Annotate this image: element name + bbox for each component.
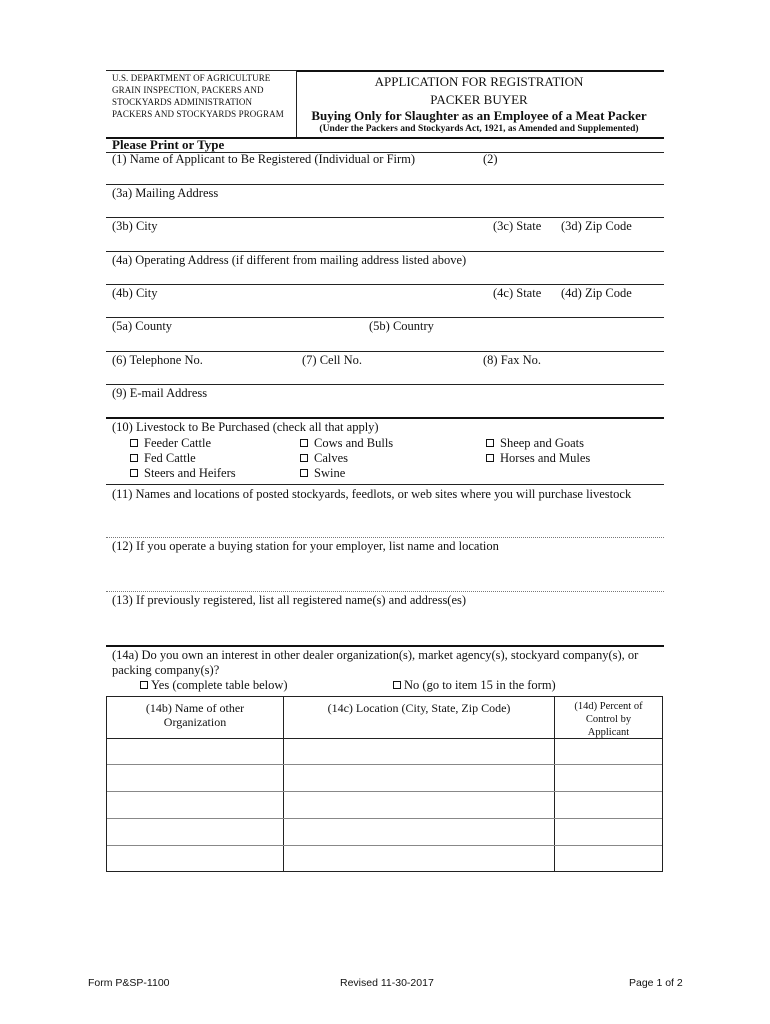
field-10-livestock: (10) Livestock to Be Purchased (check all that apply) [112, 420, 379, 434]
field-9-email[interactable]: (9) E-mail Address [112, 386, 208, 400]
header-line: (14c) Location (City, State, Zip Code) [327, 701, 511, 715]
agency-line-1: U.S. DEPARTMENT OF AGRICULTURE [112, 73, 271, 83]
livestock-horses-mules[interactable] [486, 451, 590, 466]
print-notice: Please Print or Type [112, 137, 225, 152]
option-14-yes[interactable] [140, 678, 288, 693]
field-8-fax[interactable]: (8) Fax No. [483, 353, 541, 367]
header-line: Applicant [587, 727, 630, 738]
table-row-rule [107, 818, 662, 819]
field-5a-county[interactable]: (5a) County [112, 319, 173, 333]
field-4b-city[interactable]: (4b) City [112, 286, 158, 300]
table-header-percent [555, 700, 662, 739]
livestock-label: Cows and Bulls [314, 436, 394, 450]
form-title-role: PACKER BUYER [430, 92, 528, 107]
checkbox-icon[interactable] [130, 469, 138, 477]
livestock-label: Feeder Cattle [144, 436, 211, 450]
field-11-locations[interactable]: (11) Names and locations of posted stockyards, feedlots, or web sites where you will purchase livestock [112, 487, 632, 501]
rule-3b [106, 251, 664, 252]
form-subtitle: Buying Only for Slaughter as an Employee of a Meat Packer [311, 108, 647, 123]
checkbox-icon[interactable] [300, 469, 308, 477]
checkbox-icon[interactable] [130, 454, 138, 462]
field-2[interactable]: (2) [483, 152, 498, 166]
rule-12 [106, 591, 664, 592]
rule-1 [106, 184, 664, 185]
field-1-applicant-name[interactable]: (1) Name of Applicant to Be Registered (Individual or Firm) [112, 152, 416, 166]
field-3c-state[interactable]: (3c) State [493, 219, 542, 233]
table-header-location [284, 701, 554, 715]
livestock-label: Horses and Mules [500, 451, 591, 465]
livestock-label: Steers and Heifers [144, 466, 236, 480]
livestock-fed-cattle[interactable] [130, 451, 196, 466]
rule-13 [106, 645, 664, 647]
field-14a-question-cont: packing company(s)? [112, 663, 220, 677]
checkbox-icon[interactable] [300, 439, 308, 447]
header-line: Organization [163, 715, 227, 729]
livestock-swine[interactable] [300, 466, 345, 481]
livestock-sheep-goats[interactable] [486, 436, 584, 451]
field-7-cell[interactable]: (7) Cell No. [302, 353, 363, 367]
livestock-steers-heifers[interactable] [130, 466, 236, 481]
agency-line-3: STOCKYARDS ADMINISTRATION [112, 97, 253, 107]
page-number: Page 1 of 2 [629, 977, 683, 989]
no-label: No (go to item 15 in the form) [404, 678, 556, 692]
header-line: (14b) Name of other [145, 701, 245, 715]
checkbox-icon[interactable] [393, 681, 401, 689]
revision-date: Revised 11-30-2017 [340, 977, 434, 989]
field-13-previous-registration[interactable]: (13) If previously registered, list all registered name(s) and address(es) [112, 593, 467, 607]
checkbox-icon[interactable] [486, 454, 494, 462]
livestock-label: Calves [314, 451, 349, 465]
field-14a-question: (14a) Do you own an interest in other dealer organization(s), market agency(s), stockyard company(s), or [112, 648, 639, 662]
act-note: (Under the Packers and Stockyards Act, 1921, as Amended and Supplemented) [319, 124, 639, 134]
rule-10 [106, 484, 664, 485]
rule-9 [106, 417, 664, 419]
field-4a-operating-address[interactable]: (4a) Operating Address (if different from mailing address listed above) [112, 253, 467, 267]
rule-11 [106, 537, 664, 538]
field-3a-mailing-address[interactable]: (3a) Mailing Address [112, 186, 219, 200]
livestock-label: Swine [314, 466, 346, 480]
field-12-buying-station[interactable]: (12) If you operate a buying station for your employer, list name and location [112, 539, 499, 553]
organizations-table [106, 696, 663, 872]
field-3b-city[interactable]: (3b) City [112, 219, 158, 233]
header-top-rule [296, 70, 664, 72]
livestock-label: Fed Cattle [144, 451, 196, 465]
checkbox-icon[interactable] [300, 454, 308, 462]
header-left-top-rule [106, 70, 296, 71]
agency-line-2: GRAIN INSPECTION, PACKERS AND [112, 85, 264, 95]
livestock-calves[interactable] [300, 451, 348, 466]
header-line: Control by [585, 714, 632, 725]
form-number: Form P&SP-1100 [88, 977, 170, 989]
livestock-cows-bulls[interactable] [300, 436, 393, 451]
yes-label: Yes (complete table below) [151, 678, 288, 692]
rule-4b [106, 317, 664, 318]
livestock-label: Sheep and Goats [500, 436, 585, 450]
table-row-rule [107, 791, 662, 792]
table-row-rule [107, 845, 662, 846]
table-row-rule [107, 764, 662, 765]
agency-block [112, 72, 284, 120]
field-5b-country[interactable]: (5b) Country [369, 319, 434, 333]
field-6-telephone[interactable]: (6) Telephone No. [112, 353, 203, 367]
option-14-no[interactable] [393, 678, 556, 693]
header-line: (14d) Percent of [574, 701, 643, 712]
checkbox-icon[interactable] [130, 439, 138, 447]
field-4c-state[interactable]: (4c) State [493, 286, 542, 300]
agency-line-4: PACKERS AND STOCKYARDS PROGRAM [112, 109, 284, 119]
checkbox-icon[interactable] [486, 439, 494, 447]
livestock-feeder-cattle[interactable] [130, 436, 211, 451]
field-3d-zip[interactable]: (3d) Zip Code [561, 219, 632, 233]
rule-6 [106, 384, 664, 385]
form-title: APPLICATION FOR REGISTRATION [374, 74, 584, 89]
field-4d-zip[interactable]: (4d) Zip Code [561, 286, 632, 300]
rule-5 [106, 351, 664, 352]
rule-3a [106, 217, 664, 218]
checkbox-icon[interactable] [140, 681, 148, 689]
table-header-name [107, 701, 283, 729]
rule-4a [106, 284, 664, 285]
